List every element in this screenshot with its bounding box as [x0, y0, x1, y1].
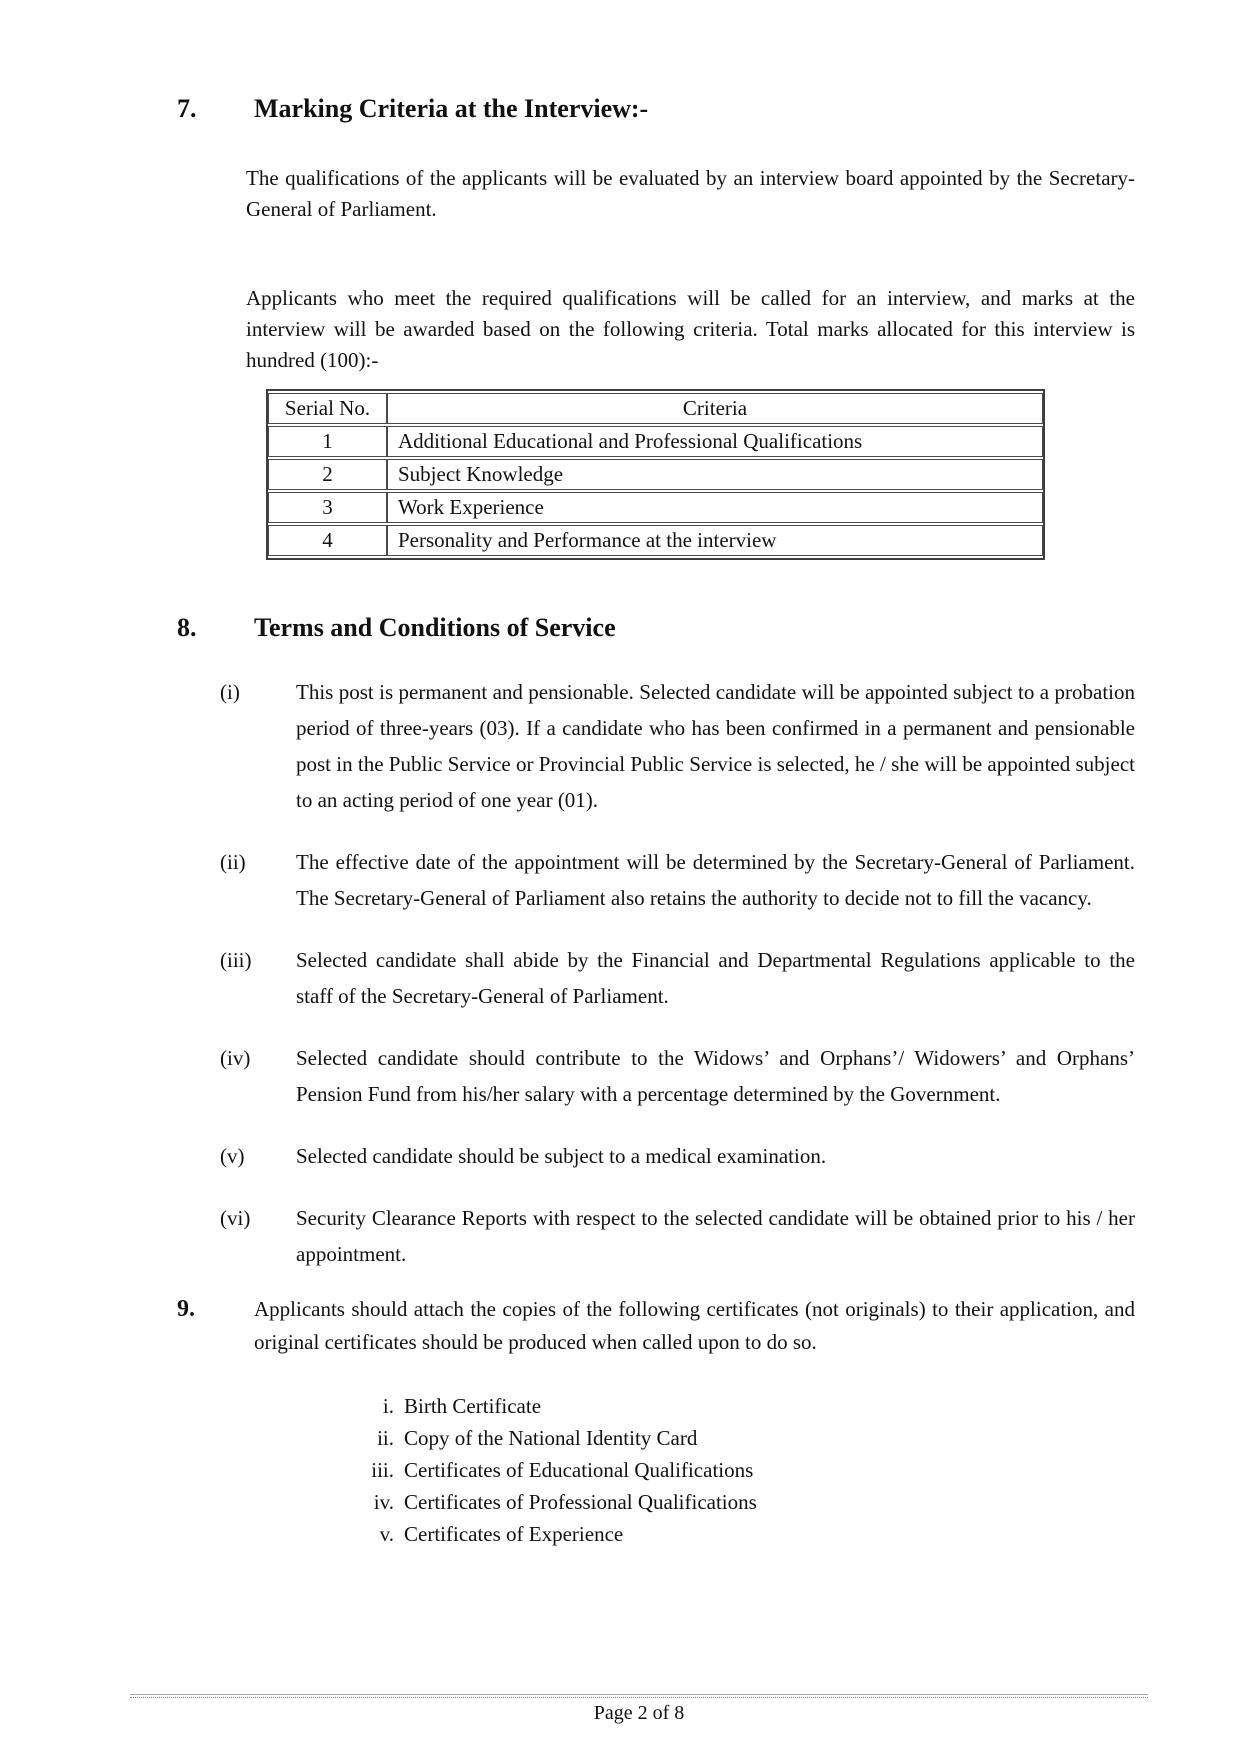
table-row — [268, 525, 1043, 556]
section-8-heading-row — [177, 613, 1135, 643]
column-header-serial-no: Serial No. — [268, 393, 387, 424]
section-9-paragraph: Applicants should attach the copies of the following certificates (not originals) to their application, and original certificates should be produced when called upon to do so. — [254, 1297, 1135, 1354]
section-8-title: Terms and Conditions of Service — [254, 613, 616, 642]
certificate-item-number: iii. — [371, 1458, 394, 1482]
terms-item-v — [177, 1138, 1135, 1174]
serial-cell: 2 — [268, 459, 387, 490]
terms-item-text: Security Clearance Reports with respect to the selected candidate will be obtained prior to his / her appointment. — [296, 1206, 1135, 1266]
certificate-item-text: Certificates of Professional Qualifications — [404, 1490, 757, 1514]
certificate-item-text: Certificates of Experience — [404, 1522, 624, 1546]
terms-item-text: Selected candidate shall abide by the Financial and Departmental Regulations applicable to the staff of the Secretary-General of Parliament. — [296, 948, 1135, 1008]
serial-cell: 1 — [268, 426, 387, 457]
certificate-item — [177, 1390, 1135, 1422]
terms-item-text: This post is permanent and pensionable. Selected candidate will be appointed subject to a probation period of three-years (03). If a candidate who has been confirmed in a permanent and pensionable post in the Public Service or Provincial Public Service is selected, he / she will be appointed subject to an acting period of one year (01). — [296, 680, 1135, 812]
terms-item-ii — [177, 844, 1135, 916]
terms-item-i — [177, 674, 1135, 818]
certificate-item-number: iv. — [373, 1490, 394, 1514]
terms-item-label: (vi) — [220, 1206, 251, 1230]
criteria-cell: Work Experience — [387, 492, 1043, 523]
section-8-number: 8. — [177, 613, 197, 642]
certificate-item — [177, 1422, 1135, 1454]
table-row — [268, 492, 1043, 523]
terms-item-label: (i) — [220, 680, 240, 704]
certificate-item-number: ii. — [377, 1426, 394, 1450]
criteria-table — [266, 389, 1045, 560]
terms-item-label: (iii) — [220, 948, 252, 972]
table-row — [268, 426, 1043, 457]
terms-item-text: Selected candidate should be subject to a medical examination. — [296, 1144, 827, 1168]
certificate-item — [177, 1454, 1135, 1486]
certificate-item-text: Copy of the National Identity Card — [404, 1426, 698, 1450]
page-number-label: Page 2 of 8 — [593, 1702, 685, 1724]
criteria-cell: Additional Educational and Professional Qualifications — [387, 426, 1043, 457]
certificate-item-number: i. — [382, 1394, 394, 1418]
terms-item-label: (ii) — [220, 850, 246, 874]
certificate-item-number: v. — [379, 1522, 394, 1546]
section-7-heading-row — [177, 94, 1135, 124]
criteria-table-header-row — [268, 393, 1043, 424]
serial-cell: 4 — [268, 525, 387, 556]
terms-item-label: (iv) — [220, 1046, 251, 1070]
terms-item-text: Selected candidate should contribute to the Widows’ and Orphans’/ Widowers’ and Orphans’ Pension Fund from his/her salary with a percentage determined by the Government. — [296, 1046, 1135, 1106]
criteria-cell: Personality and Performance at the interview — [387, 525, 1043, 556]
section-7-number: 7. — [177, 94, 197, 123]
certificate-item-text: Birth Certificate — [404, 1394, 542, 1418]
terms-item-label: (v) — [220, 1144, 245, 1168]
section-7-paragraph-1: The qualifications of the applicants will be evaluated by an interview board appointed by the Secretary-General of Parliament. — [246, 166, 1135, 221]
terms-item-iv — [177, 1040, 1135, 1112]
section-7-title: Marking Criteria at the Interview:- — [254, 94, 649, 123]
certificate-item-text: Certificates of Educational Qualifications — [404, 1458, 754, 1482]
footer-divider-line — [130, 1694, 1148, 1698]
section-9-row — [177, 1293, 1135, 1359]
terms-item-vi — [177, 1200, 1135, 1272]
certificate-item — [177, 1518, 1135, 1550]
section-7-paragraph-2: Applicants who meet the required qualifications will be called for an interview, and marks at the interview will be awarded based on the following criteria. Total marks allocated for this interview is hundred (100):- — [246, 286, 1135, 372]
terms-item-text: The effective date of the appointment will be determined by the Secretary-General of Parliament. The Secretary-General of Parliament also retains the authority to decide not to fill the vacancy. — [296, 850, 1135, 910]
certificate-item — [177, 1486, 1135, 1518]
terms-item-iii — [177, 942, 1135, 1014]
column-header-criteria: Criteria — [387, 393, 1043, 424]
serial-cell: 3 — [268, 492, 387, 523]
section-9-number: 9. — [177, 1296, 195, 1322]
certificates-list — [177, 1390, 1135, 1550]
criteria-cell: Subject Knowledge — [387, 459, 1043, 490]
page-footer — [130, 1694, 1148, 1725]
table-row — [268, 459, 1043, 490]
